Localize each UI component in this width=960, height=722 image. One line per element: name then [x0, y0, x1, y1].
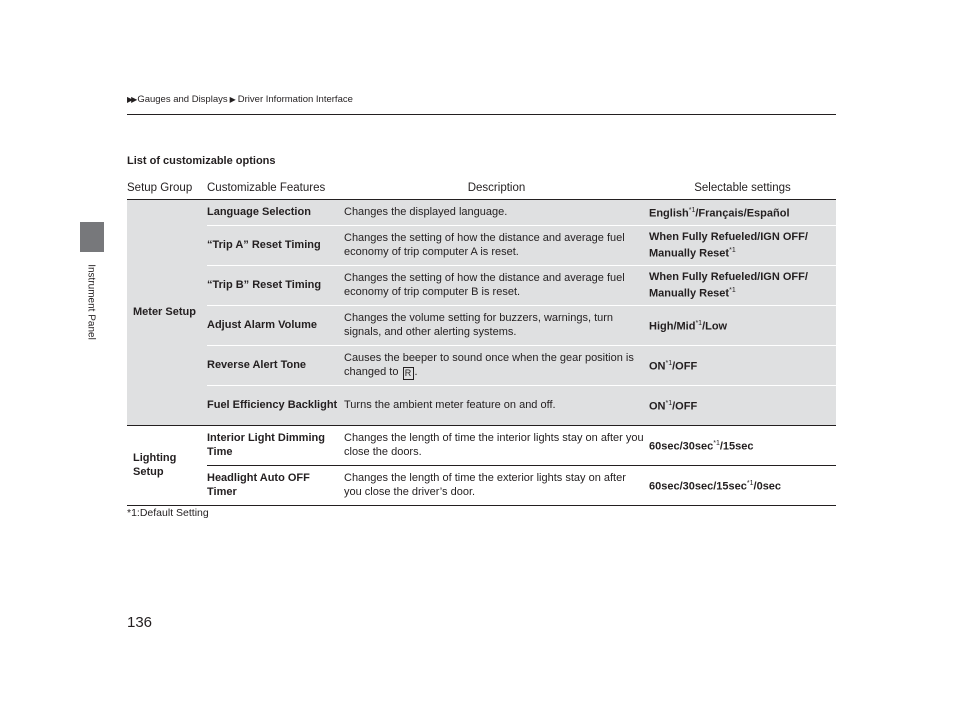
- breadcrumb: [127, 94, 353, 105]
- feature-description: Changes the setting of how the distance and average fuel economy of trip computer A is reset.: [344, 225, 649, 265]
- selectable-settings: ON$^{*1}$/OFF: [649, 345, 836, 385]
- table-row: [127, 425, 836, 465]
- selectable-settings: $60\sec/30\sec^{*1}/15\sec$: [649, 425, 836, 465]
- description-text-end: .: [414, 365, 418, 378]
- customizable-options-table: [127, 176, 836, 506]
- breadcrumb-arrow-icon: ▶▶: [127, 95, 136, 104]
- feature-name: Headlight Auto OFF Timer: [207, 465, 344, 505]
- table-row: [127, 305, 836, 345]
- table-row: [127, 345, 836, 385]
- feature-name: Interior Light Dimming Time: [207, 425, 344, 465]
- group-lighting-setup: Lighting Setup: [127, 425, 207, 505]
- header-setup-group: Setup Group: [127, 176, 207, 200]
- header-customizable-features: Customizable Features: [207, 176, 344, 200]
- feature-name: Fuel Efficiency Backlight: [207, 385, 344, 425]
- table-row: [127, 465, 836, 505]
- feature-description: [344, 345, 649, 385]
- feature-name: Reverse Alert Tone: [207, 345, 344, 385]
- feature-name: Language Selection: [207, 200, 344, 226]
- reverse-gear-icon: R: [403, 367, 414, 380]
- breadcrumb-item-driver-info[interactable]: Driver Information Interface: [237, 94, 353, 105]
- feature-name: Adjust Alarm Volume: [207, 305, 344, 345]
- table-row: [127, 385, 836, 425]
- side-section-label: Instrument Panel: [85, 264, 97, 340]
- feature-description: Changes the setting of how the distance and average fuel economy of trip computer B is reset.: [344, 265, 649, 305]
- feature-name: “Trip A” Reset Timing: [207, 225, 344, 265]
- header-description: Description: [344, 176, 649, 200]
- selectable-settings: When Fully Refueled/IGN OFF/ Manually Reset$^{*1}$: [649, 265, 836, 305]
- table-row: [127, 265, 836, 305]
- table-row: [127, 225, 836, 265]
- feature-description: Changes the length of time the exterior lights stay on after you close the driver’s door.: [344, 465, 649, 505]
- selectable-settings: $60\sec/30\sec/15\sec^{*1}/0\sec$: [649, 465, 836, 505]
- breadcrumb-arrow-icon: ▶: [229, 95, 236, 104]
- selectable-settings: ON$^{*1}$/OFF: [649, 385, 836, 425]
- feature-description: Changes the volume setting for buzzers, warnings, turn signals, and other alerting systems.: [344, 305, 649, 345]
- selectable-settings: When Fully Refueled/IGN OFF/ Manually Reset$^{*1}$: [649, 225, 836, 265]
- header-divider: [127, 114, 836, 115]
- footnote: *1:Default Setting: [127, 507, 209, 519]
- section-tab-marker: [80, 222, 104, 252]
- section-title: List of customizable options: [127, 155, 276, 167]
- selectable-settings: High/Mid$^{*1}$/Low: [649, 305, 836, 345]
- selectable-settings: English$^{*1}$/Français/Español: [649, 200, 836, 226]
- feature-description: Changes the displayed language.: [344, 200, 649, 226]
- breadcrumb-item-gauges[interactable]: Gauges and Displays: [137, 94, 228, 105]
- feature-description: Turns the ambient meter feature on and off.: [344, 385, 649, 425]
- header-selectable-settings: Selectable settings: [649, 176, 836, 200]
- feature-description: Changes the length of time the interior lights stay on after you close the doors.: [344, 425, 649, 465]
- description-text: Causes the beeper to sound once when the gear position is changed to: [344, 351, 634, 378]
- group-meter-setup: Meter Setup: [127, 200, 207, 426]
- table-header-row: [127, 176, 836, 200]
- table-row: [127, 200, 836, 226]
- page-number: 136: [127, 614, 153, 631]
- feature-name: “Trip B” Reset Timing: [207, 265, 344, 305]
